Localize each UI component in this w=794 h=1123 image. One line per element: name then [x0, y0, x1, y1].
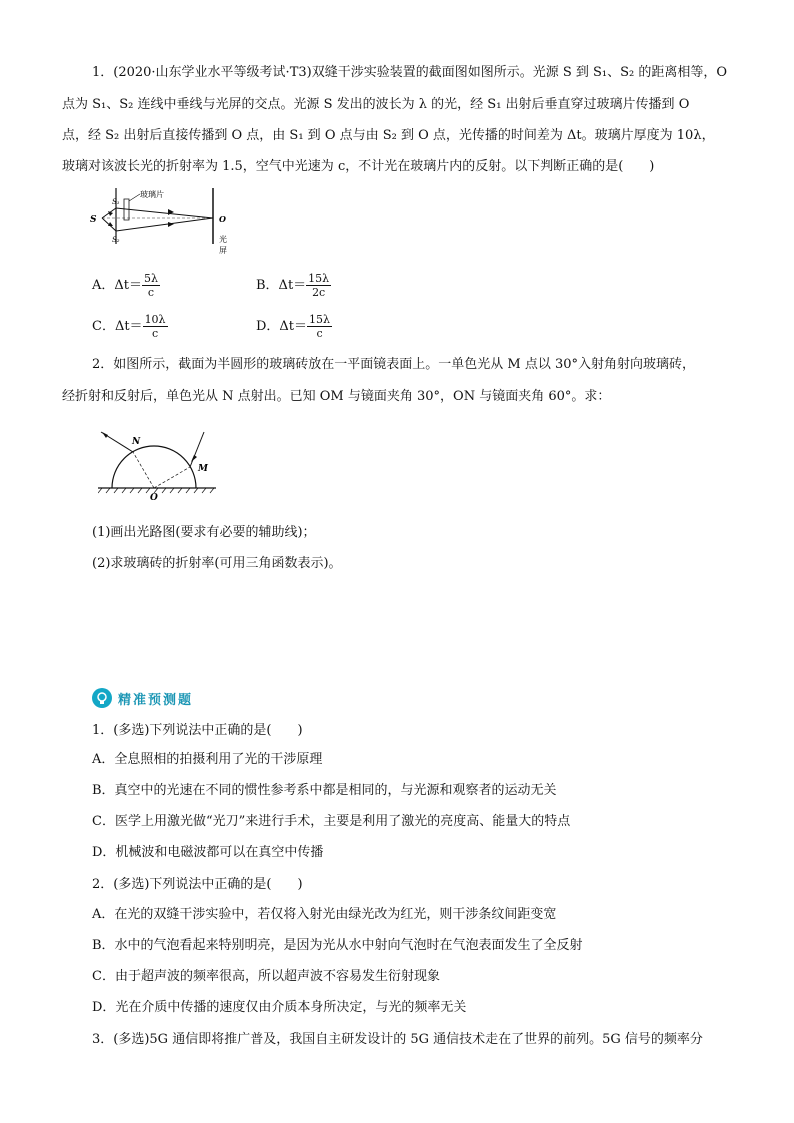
label-screen2: 屏: [219, 246, 227, 255]
option-d-den: c: [316, 327, 323, 340]
q1-option-d: D．Δt＝ $\frac{15\lambda}{c}$: [256, 313, 331, 340]
label-o: O: [219, 214, 226, 224]
s2-q1-option-a: A．全息照相的拍摄利用了光的干涉原理: [92, 752, 323, 767]
s2-q1-option-c: C．医学上用激光做“光刀”来进行手术，主要是利用了激光的亮度高、能量大的特点: [92, 814, 571, 829]
s2-q1-stem: 1．(多选)下列说法中正确的是( ): [92, 723, 303, 738]
s2-q2-option-b: B．水中的气泡看起来特别明亮，是因为光从水中射向气泡时在气泡表面发生了全反射: [92, 938, 583, 953]
q1-option-b: B．Δt＝ $\frac{15\lambda}{2c}$: [256, 272, 330, 299]
q1-line4: 玻璃对该波长光的折射率为 1.5，空气中光速为 c，不计光在玻璃片内的反射。以下判断正确的是( ): [62, 159, 655, 174]
s2-q3-stem: 3．(多选)5G 通信即将推广普及，我国自主研发设计的 5G 通信技术走在了世界的前列。5G 信号的频率分: [92, 1032, 703, 1047]
option-a-den: c: [147, 286, 155, 299]
s2-q1-option-b: B．真空中的光速在不同的惯性参考系中都是相同的，与光源和观察者的运动无关: [92, 783, 557, 798]
option-d-num: 15λ: [309, 313, 331, 326]
option-b-num: 15λ: [308, 272, 330, 285]
s2-q2-option-c: C．由于超声波的频率很高，所以超声波不容易发生衍射现象: [92, 969, 440, 984]
label-n: N: [132, 437, 141, 447]
label-s2: S₂: [112, 236, 120, 244]
q2-line1: 2．如图所示，截面为半圆形的玻璃砖放在一平面镜表面上。一单色光从 M 点以 30°入射角射向玻璃砖，: [92, 357, 696, 372]
q1-line1: 1．(2020·山东学业水平等级考试·T3)双缝干涉实验装置的截面图如图所示。光源 S 到 S₁、S₂ 的距离相等，O: [92, 65, 728, 80]
s2-q2-stem: 2．(多选)下列说法中正确的是( ): [92, 877, 303, 892]
label-s: S: [90, 215, 97, 225]
q1-option-c: C．Δt＝ $\frac{10\lambda}{c}$: [92, 313, 166, 340]
label-glass: 玻璃片: [140, 190, 164, 199]
lightbulb-icon: [92, 688, 112, 708]
semicircle-figure: [98, 422, 228, 500]
s2-q2-option-a: A．在光的双缝干涉实验中，若仅将入射光由绿光改为红光，则干涉条纹间距变宽: [92, 907, 557, 922]
label-s1: S₁: [112, 198, 120, 206]
label-o2: O: [150, 493, 158, 500]
double-slit-figure: [88, 186, 238, 258]
option-c-den: c: [151, 327, 159, 340]
s2-q1-option-d: D．机械波和电磁波都可以在真空中传播: [92, 845, 324, 860]
q2-sub1: (1)画出光路图(要求有必要的辅助线)；: [92, 525, 316, 540]
s2-q2-option-d: D．光在介质中传播的速度仅由介质本身所决定，与光的频率无关: [92, 1000, 467, 1015]
q2-line2: 经折射和反射后，单色光从 N 点射出。已知 OM 与镜面夹角 30°，ON 与镜面夹角 60°。求：: [62, 389, 611, 404]
q2-sub2: (2)求玻璃砖的折射率(可用三角函数表示)。: [92, 556, 342, 571]
section-title: 精准预测题: [118, 693, 194, 708]
q1-option-a: A．Δt＝ $\frac{5\lambda}{c}$: [92, 272, 158, 299]
option-b-den: 2c: [312, 286, 326, 299]
label-m: M: [198, 464, 208, 474]
option-a-num: 5λ: [144, 272, 158, 285]
label-screen1: 光: [219, 235, 227, 244]
q1-line3: 点，经 S₂ 出射后直接传播到 O 点，由 S₁ 到 O 点与由 S₂ 到 O 点，光传播的时间差为 Δt。玻璃片厚度为 10λ，: [62, 128, 715, 143]
q1-line2: 点为 S₁、S₂ 连线中垂线与光屏的交点。光源 S 发出的波长为 λ 的光，经 S₁ 出射后垂直穿过玻璃片传播到 O: [62, 97, 690, 112]
option-c-num: 10λ: [144, 313, 166, 326]
